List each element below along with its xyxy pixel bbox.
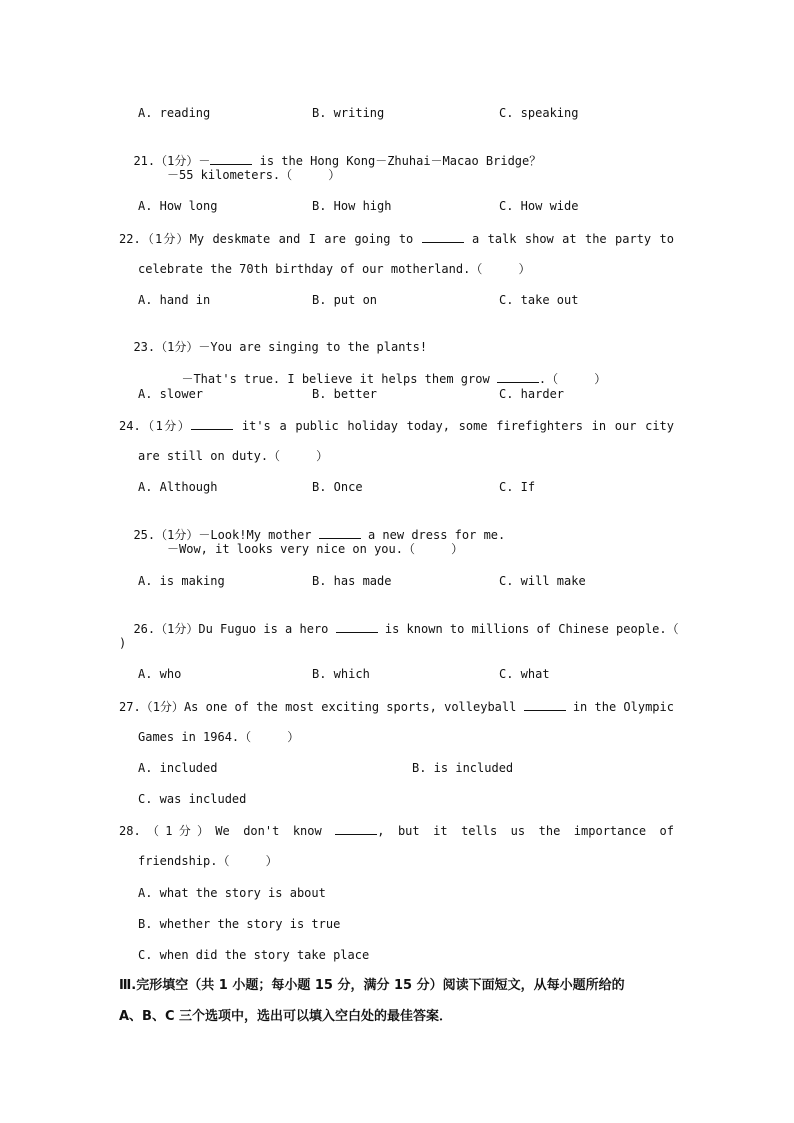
question-22	[119, 230, 674, 247]
option-c: C. will make	[499, 574, 586, 588]
question-27	[119, 698, 674, 715]
option-a: A. Although	[138, 480, 218, 494]
option-b: B. has made	[312, 574, 392, 588]
question-number: 23.（1分）	[133, 340, 199, 354]
option-a: A. slower	[138, 387, 204, 401]
option-b: B. writing	[312, 106, 385, 120]
option-c: C. harder	[499, 387, 565, 401]
question-number: 22.（1分）	[119, 232, 190, 246]
answer-blank	[336, 620, 378, 633]
option-a: A. How long	[138, 199, 218, 213]
question-number: 24.（1分）	[119, 419, 192, 433]
option-b: B. better	[312, 387, 378, 401]
question-text-post: it's a public holiday today, some firefighters in our city	[241, 419, 674, 433]
option-c: C. when did the story take place	[138, 948, 370, 962]
answer-blank	[191, 417, 233, 430]
option-c: C. was included	[138, 792, 247, 806]
answer-blank	[319, 526, 361, 539]
question-23	[119, 323, 427, 355]
option-c: C. How wide	[499, 199, 579, 213]
option-a: A. reading	[138, 106, 211, 120]
question-text-post: is the Hong Kong－Zhuhai－Macao Bridge？	[252, 154, 542, 168]
answer-line	[167, 354, 606, 387]
question-text-pre: Du Fuguo is a hero	[198, 622, 329, 636]
question-text-pre: As one of the most exciting sports, volleyball	[183, 700, 517, 714]
question-text-pre: －	[198, 154, 211, 168]
option-b: B. put on	[312, 293, 378, 307]
answer-blank	[210, 152, 252, 165]
answer-blank	[422, 230, 464, 243]
question-continuation: friendship.（ ）	[138, 854, 278, 868]
option-b: B. which	[312, 667, 370, 681]
section-instruction: A、B、C 三个选项中，选出可以填入空白处的最佳答案．	[119, 1009, 453, 1024]
answer-line: －55 kilometers.（ ）	[167, 168, 341, 182]
option-a: A. included	[138, 761, 218, 775]
question-text-post: , but it tells us the importance of	[377, 824, 674, 838]
question-25	[119, 510, 505, 543]
question-number: 25.（1分）	[133, 528, 199, 542]
answer-line: －Wow, it looks very nice on you.（ ）	[167, 542, 464, 556]
question-text-post: a talk show at the party to	[472, 232, 674, 246]
question-text-post: in the Olympic	[572, 700, 674, 714]
option-c: C. speaking	[499, 106, 579, 120]
answer-blank	[497, 370, 539, 383]
option-c: C. If	[499, 480, 536, 494]
answer-blank	[524, 698, 566, 711]
question-number: 27.（1分）	[119, 700, 184, 714]
question-24	[119, 417, 674, 434]
question-text: －You are singing to the plants!	[198, 340, 428, 354]
question-text-pre: －Look!My mother	[198, 528, 312, 542]
answer-text-post: .（ ）	[538, 372, 607, 386]
option-b: B. How high	[312, 199, 392, 213]
option-a: A. hand in	[138, 293, 211, 307]
question-text-post: is known to millions of Chinese people.（	[377, 622, 679, 636]
question-text-post: a new dress for me.	[360, 528, 506, 542]
question-21	[119, 136, 541, 169]
question-26	[119, 604, 679, 637]
option-c: C. what	[499, 667, 550, 681]
question-number: 28.（1分）	[119, 824, 216, 838]
question-continuation: Games in 1964.（ ）	[138, 730, 300, 744]
question-text-pre: My deskmate and I are going to	[189, 232, 414, 246]
option-c: C. take out	[499, 293, 579, 307]
option-b: B. whether the story is true	[138, 917, 341, 931]
answer-text-pre: －That's true. I believe it helps them grow	[181, 372, 490, 386]
section-heading: Ⅲ.完形填空（共 1 小题；每小题 15 分，满分 15 分）阅读下面短文，从每小题所给的	[119, 978, 625, 993]
question-number: 21.（1分）	[133, 154, 199, 168]
option-a: A. what the story is about	[138, 886, 326, 900]
question-number: 26.（1分）	[133, 622, 199, 636]
option-b: B. is included	[412, 761, 514, 775]
question-continuation: are still on duty.（ ）	[138, 449, 329, 463]
question-continuation: )	[119, 636, 127, 650]
answer-blank	[335, 822, 377, 835]
question-continuation: celebrate the 70th birthday of our motherland.（ ）	[138, 262, 531, 276]
question-28	[119, 822, 674, 839]
option-b: B. Once	[312, 480, 363, 494]
option-a: A. is making	[138, 574, 225, 588]
option-a: A. who	[138, 667, 182, 681]
question-text-pre: We don't know	[215, 824, 322, 838]
